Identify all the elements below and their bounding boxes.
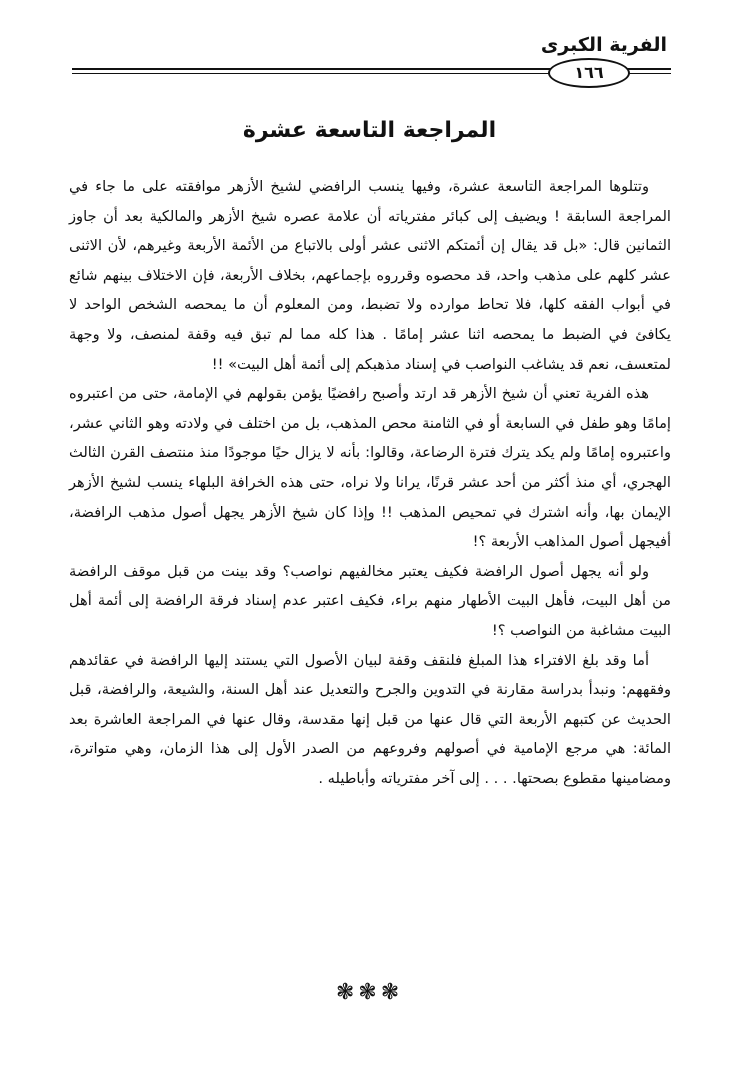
chapter-heading: المراجعة التاسعة عشرة [242, 118, 497, 143]
section-end-ornament: ❃❃❃ [335, 980, 404, 1005]
paragraph: هذه الفرية تعني أن شيخ الأزهر قد ارتد وأصبح رافضيًا يؤمن بقولهم في الإمامة، حتى من اعتبروه إمامًا وهو طفل في السابعة أو في الثامنة محص المذهب، بل من اختلف في ولادته وهو الثاني عشر، واعتبروه إمامًا ولم يكد يترك فترة الرضاعة، وقالوا: بأنه لا يزال حيًا موجودًا منذ منتصف القرن الثالث الهجري، أي منذ أكثر من أحد عشر قرنًا، يرانا ولا نراه، حتى هذه الخرافة البلهاء ينسب لشيخ الأزهر الإيمان بها، وأنه اشترك في تمحيص المذهب !! وإذا كان شيخ الأزهر يجهل أصول مذهب الرافضة، أفيجهل أصول المذاهب الأربعة ؟! [69, 385, 671, 551]
body-text [69, 172, 671, 793]
paragraph: ولو أنه يجهل أصول الرافضة فكيف يعتبر مخالفيهم نواصب؟ وقد بينت من قبل موقف الرافضة من أهل البيت، فأهل البيت الأطهار منهم براء، فكيف اعتبر عدم إسناد فرقة الرافضة إلى أئمة أهل البيت مشاغبة من النواصب ؟! [69, 562, 671, 639]
page-number: ١٦٦ [548, 58, 630, 88]
running-title: الفرية الكبرى [540, 34, 667, 56]
paragraph: وتتلوها المراجعة التاسعة عشرة، وفيها ينسب الرافضي لشيخ الأزهر موافقته على ما جاء في المراجعة السابقة ! ويضيف إلى كبائر مفترياته أن علامة عصره شيخ الأزهر والمالكية بعد أن جاوز الثمانين قال: «بل قد يقال إن أئمتكم الاثنى عشر أولى بالاتباع من الأئمة الأربعة وغيرهم، لأن الاثنى عشر كلهم على مذهب واحد، قد محصوه وقرروه بإجماعهم، بخلاف الأربعة، فإن الاختلاف بينهم شائع في أبواب الفقه كلها، فلا تحاط موارده ولا تضبط، ومن المعلوم أن ما يمحصه الشخص الواحد لا يكافئ في الضبط ما يمحصه اثنا عشر إمامًا . هذا كله مما لم تبق فيه وقفة لمنصف، ولا وجهة لمتعسف، نعم قد يشاغب النواصب في إسناد مذهبكم إلى أئمة أهل البيت» !! [69, 178, 671, 373]
paragraph: أما وقد بلغ الافتراء هذا المبلغ فلنقف وقفة لبيان الأصول التي يستند إليها الرافضة في عقائدهم وفقههم: ونبدأ بدراسة مقارنة في التدوين والجرح والتعديل عند أهل السنة، والشيعة، والرافضة، قبل الحديث عن كتبهم الأربعة التي قال عنها من قبل إنها مقدسة، وقال عنها في المراجعة العاشرة بعد المائة: هي مرجع الإمامية في أصولهم وفروعهم من الصدر الأول إلى هذا الزمان، وهي متواترة، ومضامينها مقطوع بصحتها. . . . إلى آخر مفترياته وأباطيله . [69, 651, 671, 787]
